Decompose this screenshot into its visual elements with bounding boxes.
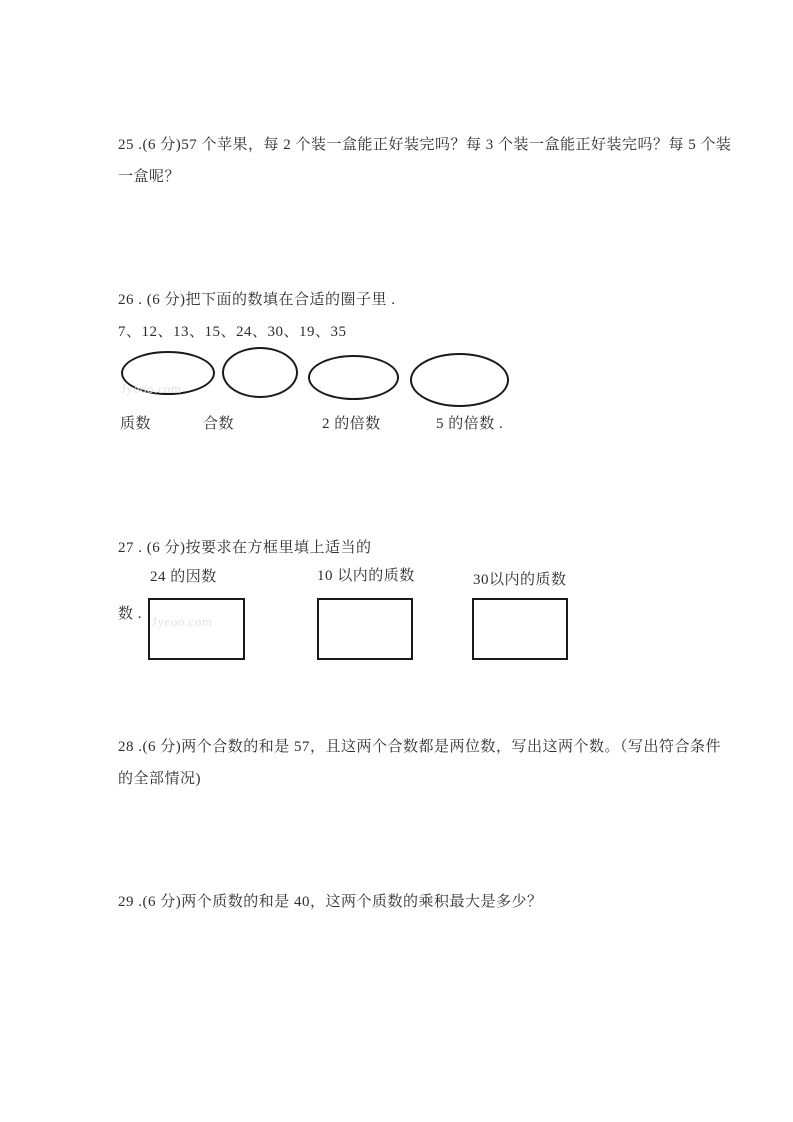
oval-label-multiples-of-5: 5 的倍数 .	[436, 416, 504, 432]
box-label-primes-within-30: 30以内的质数	[473, 572, 567, 588]
question-27-heading: 27 . (6 分)按要求在方框里填上适当的	[118, 540, 372, 556]
oval-label-composites: 合数	[203, 416, 235, 432]
question-26-heading: 26 . (6 分)把下面的数填在合适的圈子里 .	[118, 292, 396, 308]
watermark: Jyeoo.com	[121, 381, 182, 396]
question-28-line-2: 的全部情况)	[118, 771, 201, 787]
question-28-line-1: 28 .(6 分)两个合数的和是 57，且这两个合数都是两位数，写出这两个数。（写出符合条件	[118, 739, 721, 755]
watermark: Jyeoo.com	[152, 614, 213, 629]
question-25-line-1: 25 .(6 分)57 个苹果，每 2 个装一盒能正好装完吗？每 3 个装一盒能正好装完吗？每 5 个装	[118, 137, 732, 153]
question-29-line: 29 .(6 分)两个质数的和是 40，这两个质数的乘积最大是多少？	[118, 894, 543, 910]
box-label-primes-within-10: 10 以内的质数	[317, 568, 415, 584]
question-25-line-2: 一盒呢？	[118, 169, 181, 185]
answer-box-primes-within-30	[472, 598, 568, 660]
oval-label-primes: 质数	[120, 416, 152, 432]
question-27-continuation: 数 .	[118, 606, 143, 622]
answer-oval-multiples-of-5	[410, 353, 509, 407]
oval-label-multiples-of-2: 2 的倍数	[322, 416, 381, 432]
question-26-number-list: 7、12、13、15、24、30、19、35	[118, 324, 347, 340]
answer-oval-composites	[222, 347, 298, 398]
answer-box-primes-within-10	[317, 598, 413, 660]
box-label-factors-of-24: 24 的因数	[150, 569, 217, 585]
answer-oval-multiples-of-2	[308, 355, 399, 400]
